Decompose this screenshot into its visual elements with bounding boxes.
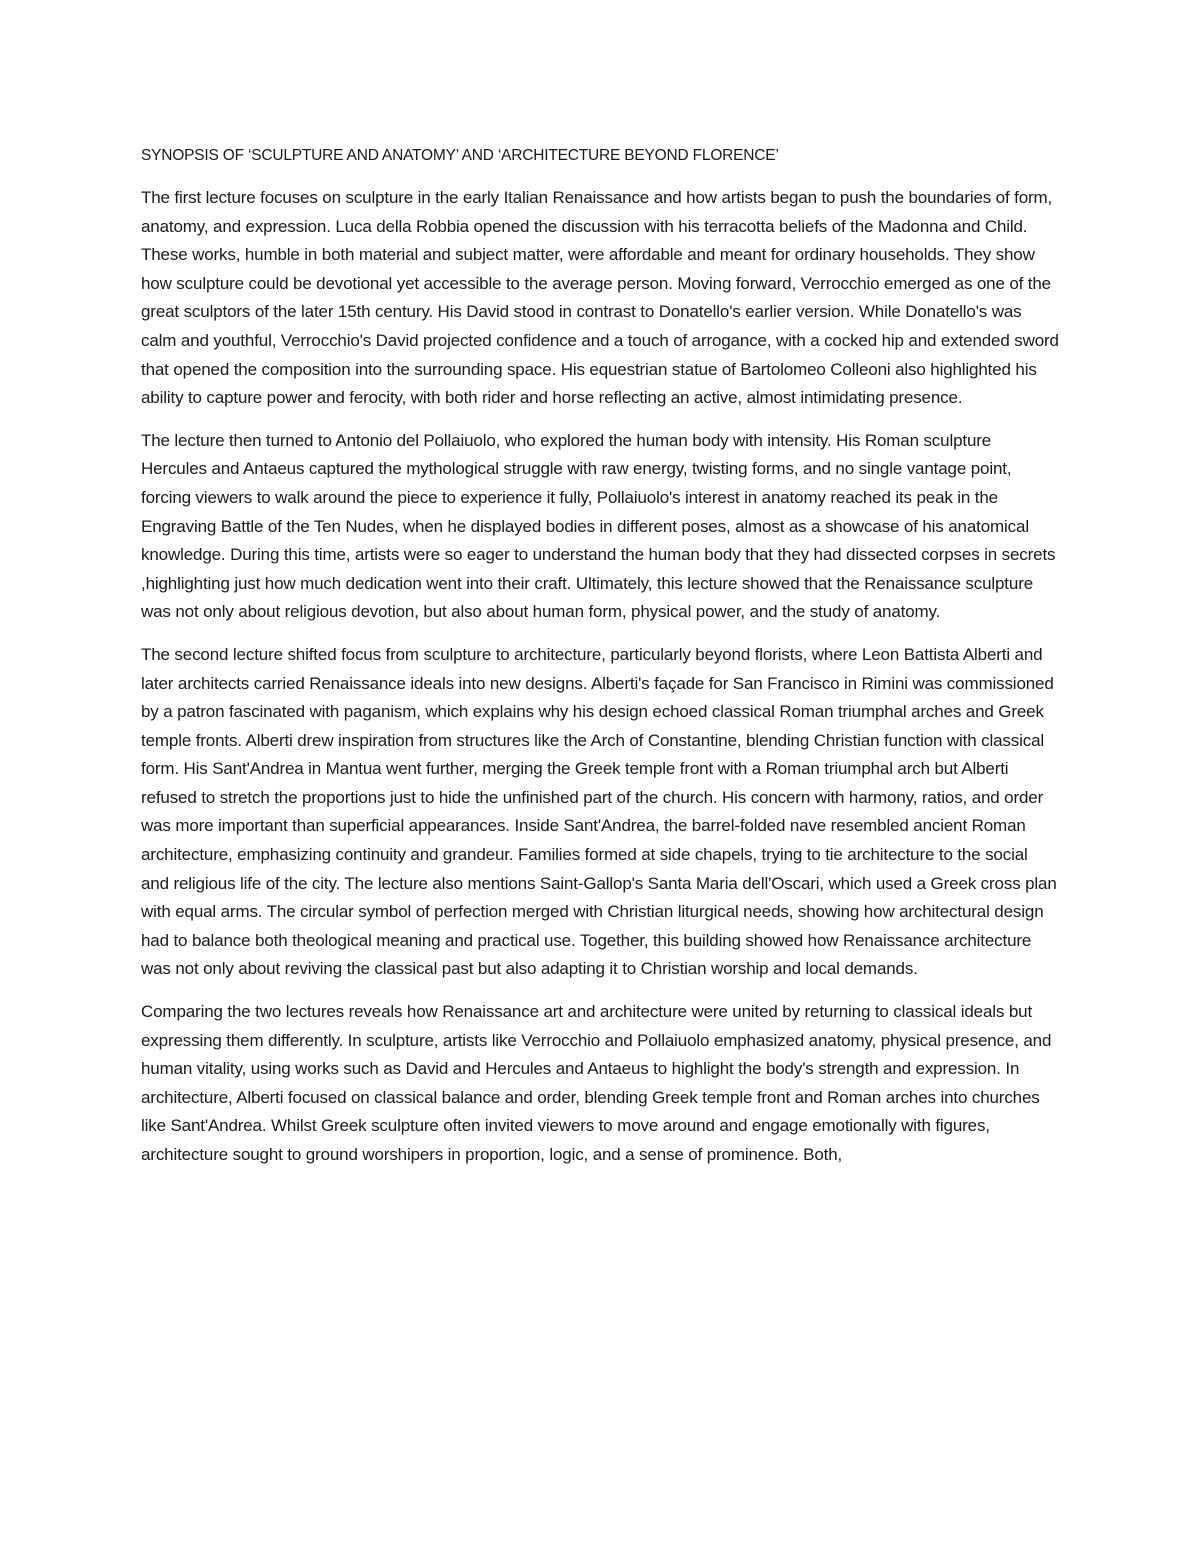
paragraph-sculpture-lecture: The first lecture focuses on sculpture in the early Italian Renaissance and how artists began to push the boundaries of form, anatomy, and expression. Luca della Robbia opened the discussion with his terracotta beliefs of the Madonna and Child. These works, humble in both material and subject matter, were affordable and meant for ordinary households. They show how sculpture could be devotional yet accessible to the average person. Moving forward, Verrocchio emerged as one of the great sculptors of the later 15th century. His David stood in contrast to Donatello's earlier version. While Donatello's was calm and youthful, Verrocchio's David projected confidence and a touch of arrogance, with a cocked hip and extended sword that opened the composition into the surrounding space. His equestrian statue of Bartolomeo Colleoni also highlighted his ability to capture power and ferocity, with both rider and horse reflecting an active, almost intimidating presence.: [141, 188, 1059, 408]
paragraph-architecture-lecture: The second lecture shifted focus from sculpture to architecture, particularly beyond florists, where Leon Battista Alberti and later architects carried Renaissance ideals into new designs. Alberti's façade for San Francisco in Rimini was commissioned by a patron fascinated with paganism, which explains why his design echoed classical Roman triumphal arches and Greek temple fronts. Alberti drew inspiration from structures like the Arch of Constantine, blending Christian function with classical form. His Sant'Andrea in Mantua went further, merging the Greek temple front with a Roman triumphal arch but Alberti refused to stretch the proportions just to hide the unfinished part of the church. His concern with harmony, ratios, and order was more important than superficial appearances. Inside Sant'Andrea, the barrel-folded nave resembled ancient Roman architecture, emphasizing continuity and grandeur. Families formed at side chapels, trying to tie architecture to the social and religious life of the city. The lecture also mentions Saint-Gallop's Santa Maria dell'Oscari, which used a Greek cross plan with equal arms. The circular symbol of perfection merged with Christian liturgical needs, showing how architectural design had to balance both theological meaning and practical use. Together, this building showed how Renaissance architecture was not only about reviving the classical past but also adapting it to Christian worship and local demands.: [141, 644, 1057, 979]
paragraph-pollaiuolo: The lecture then turned to Antonio del Pollaiuolo, who explored the human body with intensity. His Roman sculpture Hercules and Antaeus captured the mythological struggle with raw energy, twisting forms, and no single vantage point, forcing viewers to walk around the piece to experience it fully, Pollaiuolo's interest in anatomy reached its peak in the Engraving Battle of the Ten Nudes, when he displayed bodies in different poses, almost as a showcase of his anatomical knowledge. During this time, artists were so eager to understand the human body that they had dissected corpses in secrets ,highlighting just how much dedication went into their craft. Ultimately, this lecture showed that the Renaissance sculpture was not only about religious devotion, but also about human form, physical power, and the study of anatomy.: [141, 430, 1056, 622]
paragraph-comparison: Comparing the two lectures reveals how Renaissance art and architecture were united by returning to classical ideals but expressing them differently. In sculpture, artists like Verrocchio and Pollaiuolo emphasized anatomy, physical presence, and human vitality, using works such as David and Hercules and Antaeus to highlight the body's strength and expression. In architecture, Alberti focused on classical balance and order, blending Greek temple front and Roman arches into churches like Sant'Andrea. Whilst Greek sculpture often invited viewers to move around and engage emotionally with figures, architecture sought to ground worshipers in proportion, logic, and a sense of prominence. Both,: [141, 1002, 1052, 1164]
document-body: [141, 145, 1059, 1184]
document-title: SYNOPSIS OF ‘SCULPTURE AND ANATOMY’ AND ‘ARCHITECTURE BEYOND FLORENCE’: [141, 147, 779, 164]
